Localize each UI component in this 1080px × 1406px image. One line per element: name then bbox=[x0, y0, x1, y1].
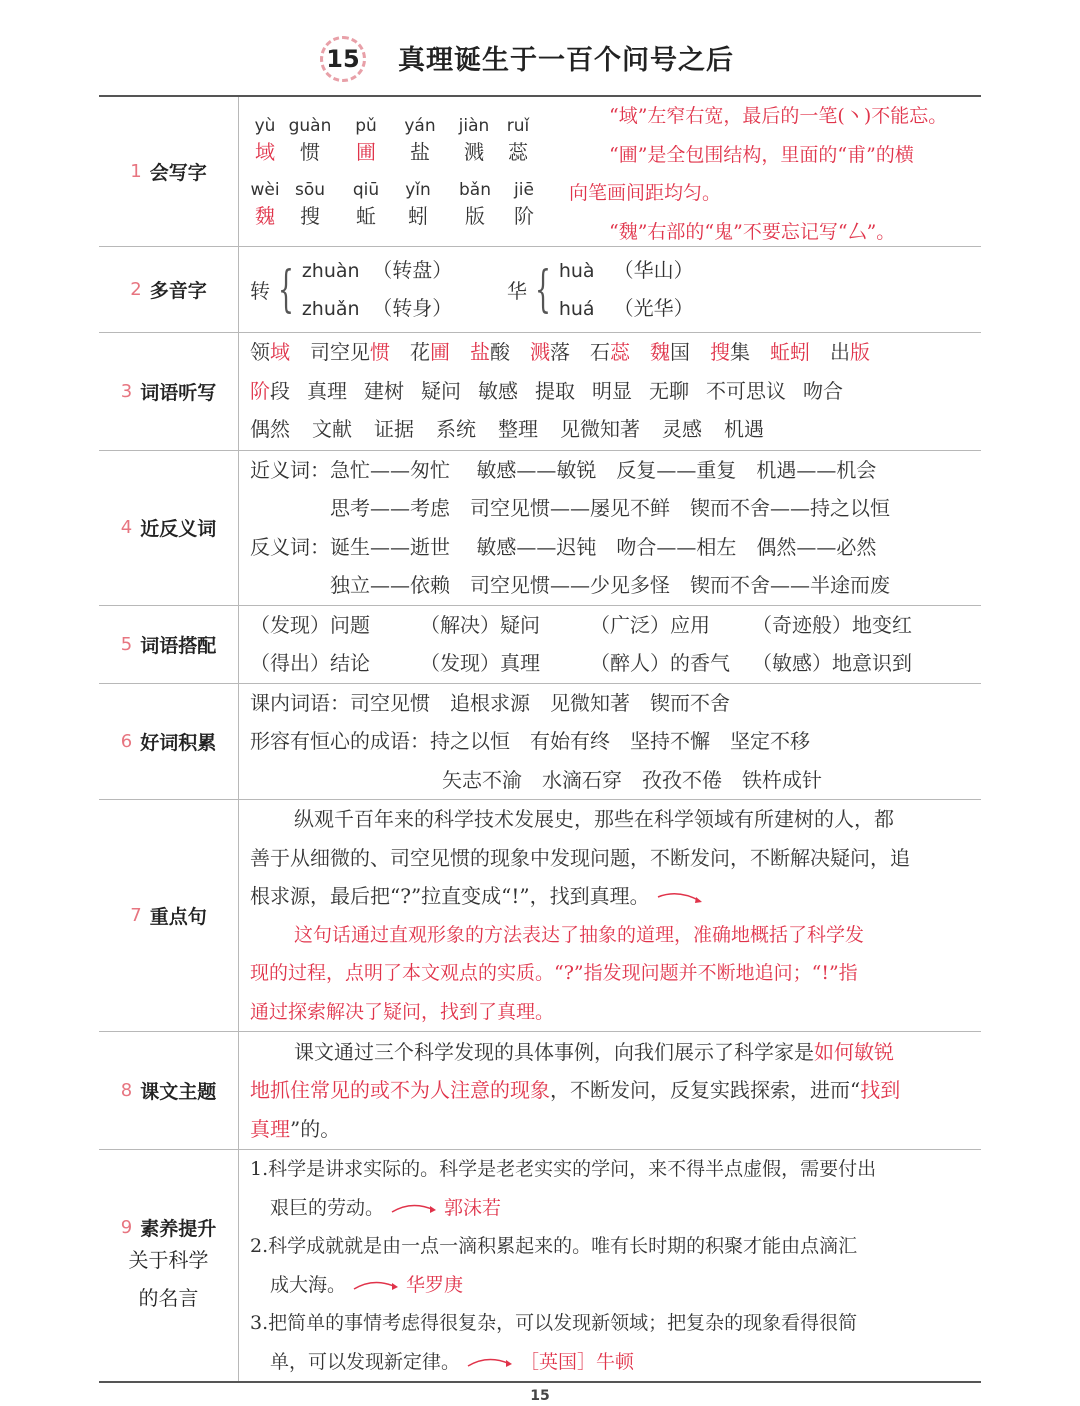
arrow-icon bbox=[656, 891, 704, 905]
section-label bbox=[99, 1214, 238, 1241]
section-label-cell bbox=[99, 96, 239, 246]
antonym-line: 独立——依赖 司空见惯——少见多怪 锲而不舍——半途而废 bbox=[330, 573, 890, 597]
dictation-word: 阶段 bbox=[250, 378, 290, 403]
section-row bbox=[99, 1150, 981, 1383]
char-with-pinyin bbox=[448, 113, 500, 165]
hanzi: 盐 bbox=[410, 140, 430, 164]
pinyin: zhuǎn bbox=[301, 298, 360, 320]
dictation-word: 盐酸 bbox=[470, 340, 510, 365]
section-title: 词语搭配 bbox=[140, 634, 217, 657]
antonym-line: 反义词：诞生——逝世 敏感——迟钝 吻合——相左 偶然——必然 bbox=[250, 534, 877, 559]
page-number: 15 bbox=[530, 1388, 550, 1404]
pinyin: yán bbox=[404, 116, 436, 136]
pinyin: zhuàn bbox=[301, 260, 360, 282]
dictation-line bbox=[250, 372, 981, 411]
note-line: “魏”右部的“鬼”不要忘记写“厶”。 bbox=[609, 220, 896, 243]
theme-highlight: 找到 bbox=[860, 1078, 901, 1103]
section-number: 9 bbox=[120, 1217, 133, 1238]
dictation-word: 吻合 bbox=[803, 378, 843, 403]
char-with-pinyin bbox=[500, 113, 536, 165]
polyphone-char: 华 bbox=[507, 278, 527, 303]
quote-line bbox=[250, 1189, 981, 1228]
theme-highlight: 如何敏锐 bbox=[814, 1039, 894, 1064]
dictation-word: 出版 bbox=[830, 340, 870, 365]
collocation: （敏感）地意识到 bbox=[752, 651, 912, 675]
char-with-pinyin bbox=[392, 113, 448, 165]
dictation-cell bbox=[239, 332, 982, 450]
section-label bbox=[99, 902, 238, 929]
synonym-antonym-cell bbox=[239, 450, 982, 605]
char-with-pinyin bbox=[392, 177, 444, 229]
section-row bbox=[99, 332, 981, 450]
section-title: 素养提升 bbox=[140, 1218, 217, 1240]
char-with-pinyin bbox=[250, 113, 280, 165]
dictation-word: 搜集 bbox=[710, 340, 750, 365]
pinyin: jiē bbox=[514, 180, 534, 200]
section-number: 4 bbox=[120, 517, 133, 538]
sentence-line bbox=[250, 877, 981, 916]
example-word: （华山） bbox=[613, 258, 694, 282]
collocation-line bbox=[250, 644, 981, 683]
quotes-cell bbox=[239, 1150, 982, 1383]
pinyin: ruǐ bbox=[506, 116, 530, 136]
write-chars-cell bbox=[239, 96, 982, 246]
section-label-cell bbox=[99, 605, 239, 683]
section-title: 近反义词 bbox=[140, 518, 217, 540]
section-row bbox=[99, 683, 981, 800]
dictation-word: 灵感 bbox=[662, 417, 702, 442]
theme-highlight: 地抓住常见的或不为人注意的现象 bbox=[250, 1078, 550, 1103]
pinyin: pǔ bbox=[355, 116, 377, 136]
arrow-icon bbox=[466, 1356, 514, 1370]
arrow-icon bbox=[390, 1202, 438, 1216]
brace-icon: { bbox=[277, 260, 294, 318]
pinyin: yǐn bbox=[405, 180, 431, 200]
analysis-line: 现的过程，点明了本文观点的实质。“?”指发现问题并不断地追问；“!”指 bbox=[250, 962, 858, 984]
section-title: 好词积累 bbox=[140, 731, 217, 754]
collocation: （广泛）应用 bbox=[590, 612, 710, 637]
quote-line bbox=[250, 1266, 981, 1305]
dictation-word: 蚯蚓 bbox=[770, 340, 810, 365]
section-number: 7 bbox=[130, 905, 142, 926]
pinyin: bǎn bbox=[459, 180, 491, 200]
lesson-header bbox=[0, 30, 1080, 86]
key-sentence-cell bbox=[239, 800, 982, 1032]
section-label-cell bbox=[99, 683, 239, 800]
theme-cell bbox=[239, 1032, 982, 1150]
theme-highlight: 真理 bbox=[250, 1116, 290, 1141]
dictation-word: 整理 bbox=[498, 417, 538, 442]
hanzi: 圃 bbox=[356, 140, 376, 164]
collocation-cell bbox=[239, 605, 982, 683]
quote-author: 郭沫若 bbox=[444, 1196, 502, 1219]
sentence-line: 纵观千百年来的科学技术发展史，那些在科学领域有所建树的人，都 bbox=[294, 807, 894, 831]
dictation-word: 领域 bbox=[250, 340, 290, 365]
synonym-line: 近义词：急忙——匆忙 敏感——敏锐 反复——重复 机遇——机会 bbox=[250, 457, 877, 482]
section-label-cell bbox=[99, 1150, 239, 1383]
dictation-word: 无聊 bbox=[649, 378, 689, 403]
dictation-word: 真理 bbox=[307, 378, 347, 403]
section-row bbox=[99, 246, 981, 332]
section-label-cell bbox=[99, 800, 239, 1032]
dictation-line bbox=[250, 333, 981, 372]
dictation-word: 明显 bbox=[592, 378, 632, 403]
hanzi: 域 bbox=[255, 140, 275, 164]
synonym-line: 思考——考虑 司空见惯——屡见不鲜 锲而不舍——持之以恒 bbox=[330, 496, 890, 520]
hanzi: 蚯 bbox=[356, 204, 376, 228]
hanzi: 搜 bbox=[300, 204, 320, 228]
section-title: 多音字 bbox=[149, 279, 207, 302]
theme-line bbox=[250, 1071, 981, 1110]
dictation-word: 花圃 bbox=[410, 340, 450, 365]
dictation-line bbox=[250, 410, 981, 449]
dictation-word: 见微知著 bbox=[560, 417, 640, 442]
words-line: 形容有恒心的成语：持之以恒 有始有终 坚持不懈 坚定不移 bbox=[250, 729, 810, 753]
quote-author: 华罗庚 bbox=[406, 1273, 464, 1296]
example-word: （光华） bbox=[613, 296, 694, 320]
lesson-number-badge: 15 bbox=[320, 36, 366, 82]
dictation-word: 建树 bbox=[364, 378, 404, 403]
subtitle-line: 的名言 bbox=[138, 1286, 199, 1310]
pinyin: huà bbox=[558, 260, 595, 282]
polyphone-group bbox=[507, 251, 694, 327]
pinyin: jiàn bbox=[458, 116, 490, 136]
collocation: （奇迹般）地变红 bbox=[752, 612, 912, 637]
brace-icon: { bbox=[534, 260, 551, 318]
note-line: 向笔画间距均匀。 bbox=[569, 182, 722, 204]
section-row bbox=[99, 450, 981, 605]
collocation: （解决）疑问 bbox=[420, 612, 540, 637]
section-number: 3 bbox=[120, 380, 133, 402]
char-with-pinyin bbox=[340, 177, 392, 229]
quote-text: 成大海。 bbox=[270, 1273, 347, 1296]
dictation-word: 机遇 bbox=[724, 417, 764, 442]
section-label-cell bbox=[99, 1032, 239, 1150]
section-label bbox=[99, 378, 238, 405]
char-with-pinyin bbox=[280, 113, 340, 165]
hanzi: 蕊 bbox=[508, 140, 528, 164]
char-row-1 bbox=[250, 113, 536, 165]
section-label bbox=[99, 631, 238, 658]
words-line: 课内词语：司空见惯 追根求源 见微知著 锲而不舍 bbox=[250, 690, 730, 715]
section-label bbox=[99, 1077, 238, 1104]
lesson-title: 真理诞生于一百个问号之后 bbox=[398, 45, 734, 76]
study-table bbox=[99, 95, 981, 1383]
quote-line: 1.科学是讲求实际的。科学是老老实实的学问，来不得半点虚假，需要付出 bbox=[250, 1158, 877, 1180]
section-number: 6 bbox=[120, 730, 133, 752]
collocation: （得出）结论 bbox=[250, 651, 370, 675]
section-label-cell bbox=[99, 332, 239, 450]
section-label bbox=[99, 276, 238, 303]
section-subtitle bbox=[99, 1241, 238, 1317]
note-line: “域”左窄右宽，最后的一笔(丶)不能忘。 bbox=[609, 105, 948, 127]
quote-author: ［英国］牛顿 bbox=[520, 1350, 635, 1373]
words-line: 矢志不渝 水滴石穿 孜孜不倦 铁杵成针 bbox=[442, 767, 822, 792]
dictation-word: 司空见惯 bbox=[310, 340, 390, 365]
pinyin: huá bbox=[558, 298, 595, 320]
char-row-2 bbox=[250, 177, 542, 229]
pinyin: wèi bbox=[250, 180, 280, 200]
dictation-word: 敏感 bbox=[478, 378, 518, 403]
char-with-pinyin bbox=[340, 113, 392, 165]
section-label bbox=[99, 158, 238, 185]
hanzi: 阶 bbox=[514, 204, 534, 228]
subtitle-line: 关于科学 bbox=[128, 1248, 209, 1272]
pinyin: sōu bbox=[294, 180, 326, 200]
polyphone-cell bbox=[239, 246, 982, 332]
section-title: 课文主题 bbox=[140, 1081, 217, 1103]
collocation: （醉人）的香气 bbox=[590, 651, 730, 675]
quote-line bbox=[250, 1343, 981, 1382]
dictation-word: 提取 bbox=[535, 378, 575, 403]
char-with-pinyin bbox=[444, 177, 506, 229]
polyphone-char: 转 bbox=[250, 278, 270, 303]
section-row bbox=[99, 96, 981, 246]
writing-notes bbox=[569, 97, 947, 251]
quote-text: 艰巨的劳动。 bbox=[270, 1196, 385, 1219]
example-word: （转盘） bbox=[372, 258, 453, 282]
dictation-word: 溅落 bbox=[530, 340, 570, 365]
dictation-word: 文献 bbox=[312, 417, 352, 442]
char-with-pinyin bbox=[506, 177, 542, 229]
polyphone-group bbox=[250, 251, 507, 327]
dictation-word: 石蕊 bbox=[590, 340, 630, 365]
note-line: “圃”是全包围结构，里面的“甫”的横 bbox=[609, 143, 914, 166]
hanzi: 溅 bbox=[464, 140, 484, 164]
section-number: 1 bbox=[130, 160, 142, 182]
pinyin: yù bbox=[254, 116, 276, 136]
sentence-text: 根求源，最后把“?”拉直变成“!”，找到真理。 bbox=[250, 884, 650, 908]
dictation-word: 魏国 bbox=[650, 340, 690, 365]
section-row bbox=[99, 1032, 981, 1150]
char-with-pinyin bbox=[250, 177, 280, 229]
quote-line: 2.科学成就就是由一点一滴积累起来的。唯有长时期的积聚才能由点滴汇 bbox=[250, 1235, 858, 1257]
section-title: 词语听写 bbox=[140, 381, 217, 404]
analysis-line: 通过探索解决了疑问，找到了真理。 bbox=[250, 1000, 555, 1023]
hanzi: 惯 bbox=[300, 140, 320, 164]
dictation-word: 证据 bbox=[374, 417, 414, 442]
arrow-icon bbox=[352, 1279, 400, 1293]
analysis-line: 这句话通过直观形象的方法表达了抽象的道理，准确地概括了科学发 bbox=[294, 923, 865, 946]
theme-line bbox=[250, 1110, 981, 1149]
theme-line bbox=[250, 1033, 981, 1072]
section-label bbox=[99, 514, 238, 541]
hanzi: 魏 bbox=[255, 204, 275, 228]
dictation-word: 疑问 bbox=[421, 378, 461, 403]
example-word: （转身） bbox=[372, 296, 453, 320]
pinyin: guàn bbox=[288, 116, 332, 136]
section-label-cell bbox=[99, 246, 239, 332]
section-number: 2 bbox=[130, 278, 142, 300]
char-with-pinyin bbox=[280, 177, 340, 229]
quote-line: 3.把简单的事情考虑得很复杂，可以发现新领域；把复杂的现象看得很简 bbox=[250, 1312, 858, 1334]
section-label-cell bbox=[99, 450, 239, 605]
sentence-line: 善于从细微的、司空见惯的现象中发现问题，不断发问，不断解决疑问，追 bbox=[250, 845, 910, 870]
pinyin: qiū bbox=[352, 180, 380, 200]
theme-text: ”的。 bbox=[290, 1116, 341, 1141]
collocation: （发现）真理 bbox=[420, 651, 540, 675]
good-words-cell bbox=[239, 683, 982, 800]
section-row bbox=[99, 605, 981, 683]
dictation-word: 偶然 bbox=[250, 417, 290, 442]
collocation: （发现）问题 bbox=[250, 612, 370, 637]
section-row bbox=[99, 800, 981, 1032]
theme-text: 课文通过三个科学发现的具体事例，向我们展示了科学家是 bbox=[294, 1039, 814, 1064]
dictation-word: 系统 bbox=[436, 417, 476, 442]
quote-text: 单，可以发现新定律。 bbox=[270, 1350, 461, 1373]
hanzi: 蚓 bbox=[408, 204, 428, 228]
section-title: 会写字 bbox=[149, 161, 207, 184]
dictation-word: 不可思议 bbox=[706, 378, 786, 403]
section-number: 5 bbox=[120, 633, 133, 655]
theme-text: ，不断发问，反复实践探索，进而“ bbox=[550, 1078, 861, 1103]
collocation-line bbox=[250, 606, 981, 645]
section-number: 8 bbox=[120, 1080, 133, 1101]
section-label bbox=[99, 728, 238, 755]
section-title: 重点句 bbox=[149, 906, 207, 928]
hanzi: 版 bbox=[465, 204, 485, 228]
